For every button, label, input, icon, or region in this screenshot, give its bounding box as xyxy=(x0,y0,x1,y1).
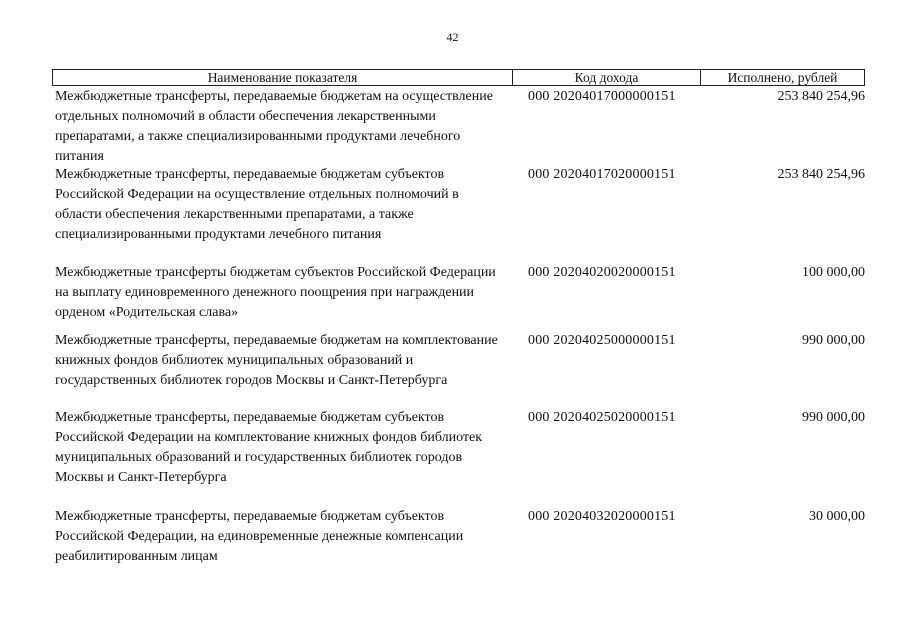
row-executed: 990 000,00 xyxy=(802,410,865,425)
revenue-table xyxy=(52,69,865,564)
row-name: Межбюджетные трансферты, передаваемые бюджетам на осуществление отдельных полномочий в области обеспечения лекарственными препаратами, а также специализированными продуктами лечебного питания xyxy=(55,89,493,164)
row-code: 000 20204017000000151 xyxy=(528,89,676,104)
header-code: Код дохода xyxy=(513,70,701,85)
row-name: Межбюджетные трансферты бюджетам субъектов Российской Федерации на выплату единовременного денежного поощрения при награждении орденом «Родительская слава» xyxy=(55,265,496,320)
row-name: Межбюджетные трансферты, передаваемые бюджетам субъектов Российской Федерации, на единовременные денежные компенсации реабилитированным лицам xyxy=(55,509,464,564)
row-executed: 253 840 254,96 xyxy=(777,89,865,104)
row-executed: 990 000,00 xyxy=(802,333,865,348)
row-name: Межбюджетные трансферты, передаваемые бюджетам на комплектование книжных фондов библиотек муниципальных образований и государственных библиотек городов Москвы и Санкт-Петербурга xyxy=(55,333,498,388)
header-name: Наименование показателя xyxy=(53,70,513,85)
table-header xyxy=(52,69,865,86)
row-code: 000 20204025000000151 xyxy=(528,333,676,348)
row-executed: 30 000,00 xyxy=(809,509,865,524)
row-executed: 100 000,00 xyxy=(802,265,865,280)
row-code: 000 20204017020000151 xyxy=(528,167,676,182)
row-code: 000 20204020020000151 xyxy=(528,265,676,280)
page-number: 42 xyxy=(446,30,459,44)
row-code: 000 20204032020000151 xyxy=(528,509,676,524)
row-code: 000 20204025020000151 xyxy=(528,410,676,425)
header-executed: Исполнено, рублей xyxy=(727,70,838,85)
row-name: Межбюджетные трансферты, передаваемые бюджетам субъектов Российской Федерации на осуществление отдельных полномочий в области обеспечения лекарственными препаратами, а также специализированными продуктами лечебного питания xyxy=(55,167,459,242)
row-executed: 253 840 254,96 xyxy=(777,167,865,182)
row-name: Межбюджетные трансферты, передаваемые бюджетам субъектов Российской Федерации на комплектование книжных фондов библиотек муниципальных образований и государственных библиотек городов Москвы и Санкт-Петербурга xyxy=(55,410,483,485)
